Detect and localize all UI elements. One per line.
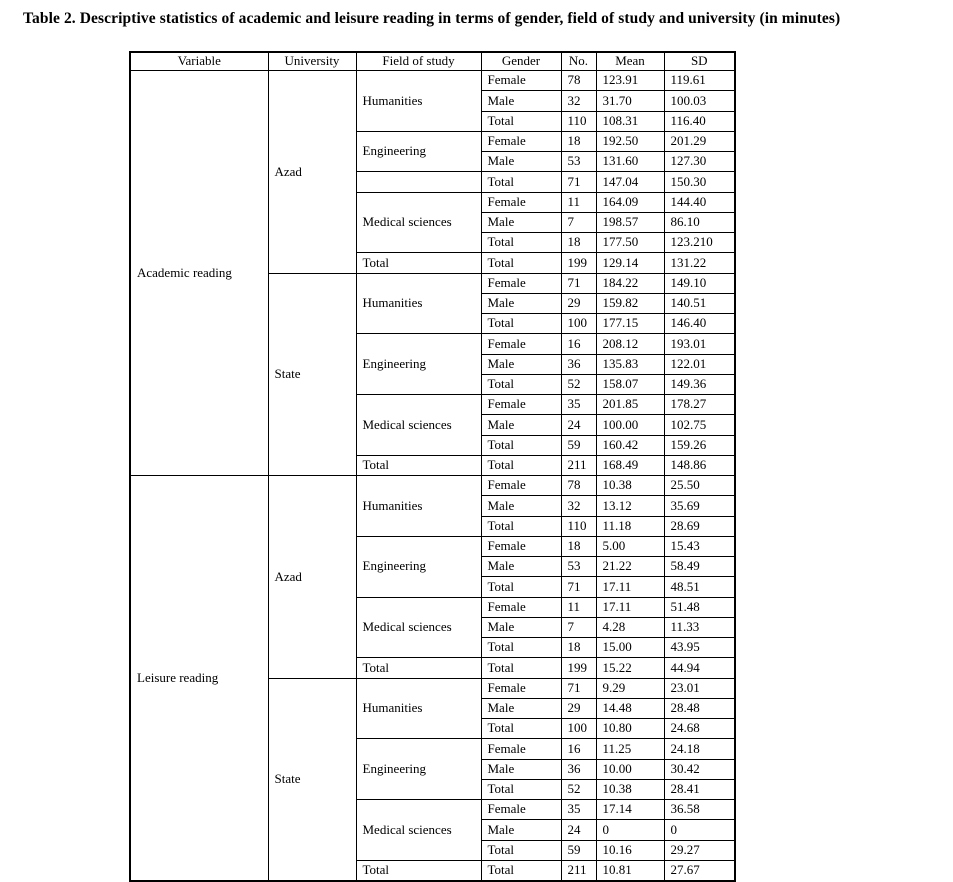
cell-sd: 131.22: [664, 253, 735, 273]
cell-sd: 146.40: [664, 314, 735, 334]
cell-no: 16: [561, 739, 596, 759]
cell-sd: 28.41: [664, 779, 735, 799]
cell-mean: 11.18: [596, 516, 664, 536]
header-mean: Mean: [596, 52, 664, 71]
cell-sd: 28.48: [664, 698, 735, 718]
descriptive-statistics-table: [129, 51, 736, 882]
cell-sd: 193.01: [664, 334, 735, 354]
cell-field: Medical sciences: [356, 800, 481, 861]
cell-mean: 198.57: [596, 212, 664, 232]
cell-mean: 123.91: [596, 71, 664, 91]
cell-no: 18: [561, 638, 596, 658]
cell-mean: 10.16: [596, 840, 664, 860]
cell-gender: Male: [481, 354, 561, 374]
cell-sd: 122.01: [664, 354, 735, 374]
cell-no: 110: [561, 111, 596, 131]
cell-sd: 102.75: [664, 415, 735, 435]
cell-field: Engineering: [356, 739, 481, 800]
cell-gender: Male: [481, 152, 561, 172]
cell-no: 11: [561, 597, 596, 617]
cell-no: 211: [561, 455, 596, 475]
cell-gender: Female: [481, 800, 561, 820]
cell-field: Engineering: [356, 131, 481, 172]
cell-mean: 168.49: [596, 455, 664, 475]
cell-mean: 184.22: [596, 273, 664, 293]
cell-sd: 43.95: [664, 638, 735, 658]
cell-mean: 4.28: [596, 617, 664, 637]
cell-gender: Total: [481, 658, 561, 678]
table-body: [130, 71, 735, 882]
cell-gender: Total: [481, 577, 561, 597]
cell-gender: Total: [481, 840, 561, 860]
cell-no: 59: [561, 840, 596, 860]
cell-sd: 116.40: [664, 111, 735, 131]
cell-field: Medical sciences: [356, 597, 481, 658]
cell-no: 53: [561, 152, 596, 172]
cell-mean: 160.42: [596, 435, 664, 455]
cell-gender: Total: [481, 374, 561, 394]
cell-mean: 192.50: [596, 131, 664, 151]
cell-mean: 17.14: [596, 800, 664, 820]
header-variable: Variable: [130, 52, 268, 71]
cell-sd: 24.68: [664, 719, 735, 739]
cell-sd: 58.49: [664, 557, 735, 577]
cell-mean: 135.83: [596, 354, 664, 374]
cell-field: Total: [356, 253, 481, 273]
cell-sd: 127.30: [664, 152, 735, 172]
cell-sd: 159.26: [664, 435, 735, 455]
cell-no: 24: [561, 820, 596, 840]
cell-sd: 149.10: [664, 273, 735, 293]
cell-mean: 10.80: [596, 719, 664, 739]
cell-gender: Male: [481, 212, 561, 232]
cell-no: 32: [561, 91, 596, 111]
cell-gender: Female: [481, 678, 561, 698]
cell-sd: 148.86: [664, 455, 735, 475]
cell-gender: Total: [481, 111, 561, 131]
cell-mean: 31.70: [596, 91, 664, 111]
header-no: No.: [561, 52, 596, 71]
cell-no: 29: [561, 698, 596, 718]
cell-sd: 35.69: [664, 496, 735, 516]
cell-mean: 15.00: [596, 638, 664, 658]
cell-mean: 177.50: [596, 233, 664, 253]
cell-sd: 36.58: [664, 800, 735, 820]
cell-sd: 44.94: [664, 658, 735, 678]
cell-gender: Total: [481, 455, 561, 475]
cell-no: 36: [561, 759, 596, 779]
cell-field: Total: [356, 860, 481, 881]
cell-no: 18: [561, 131, 596, 151]
cell-field: Humanities: [356, 273, 481, 334]
cell-no: 100: [561, 719, 596, 739]
cell-sd: 119.61: [664, 71, 735, 91]
cell-no: 29: [561, 293, 596, 313]
cell-field: Medical sciences: [356, 395, 481, 456]
cell-gender: Female: [481, 536, 561, 556]
cell-no: 78: [561, 476, 596, 496]
cell-no: 199: [561, 253, 596, 273]
cell-gender: Total: [481, 435, 561, 455]
cell-mean: 158.07: [596, 374, 664, 394]
cell-no: 16: [561, 334, 596, 354]
cell-mean: 177.15: [596, 314, 664, 334]
cell-gender: Male: [481, 617, 561, 637]
cell-mean: 100.00: [596, 415, 664, 435]
cell-no: 199: [561, 658, 596, 678]
cell-no: 18: [561, 233, 596, 253]
cell-mean: 17.11: [596, 597, 664, 617]
cell-mean: 0: [596, 820, 664, 840]
cell-gender: Female: [481, 739, 561, 759]
cell-var: Academic reading: [130, 71, 268, 476]
cell-gender: Female: [481, 131, 561, 151]
cell-mean: 10.38: [596, 779, 664, 799]
cell-no: 35: [561, 800, 596, 820]
cell-mean: 164.09: [596, 192, 664, 212]
cell-no: 52: [561, 374, 596, 394]
table-row: [130, 476, 735, 496]
cell-gender: Male: [481, 820, 561, 840]
cell-uni: State: [268, 273, 356, 476]
cell-field: Humanities: [356, 476, 481, 537]
cell-sd: 30.42: [664, 759, 735, 779]
cell-gender: Male: [481, 496, 561, 516]
cell-gender: Female: [481, 334, 561, 354]
cell-mean: 9.29: [596, 678, 664, 698]
cell-field: Humanities: [356, 678, 481, 739]
cell-sd: 100.03: [664, 91, 735, 111]
cell-sd: 149.36: [664, 374, 735, 394]
cell-gender: Female: [481, 273, 561, 293]
cell-no: 32: [561, 496, 596, 516]
cell-mean: 208.12: [596, 334, 664, 354]
cell-sd: 150.30: [664, 172, 735, 192]
cell-sd: 144.40: [664, 192, 735, 212]
cell-gender: Male: [481, 557, 561, 577]
cell-no: 7: [561, 617, 596, 637]
cell-field: Engineering: [356, 334, 481, 395]
header-row: [130, 52, 735, 71]
cell-mean: 17.11: [596, 577, 664, 597]
cell-mean: 10.38: [596, 476, 664, 496]
cell-mean: 5.00: [596, 536, 664, 556]
cell-no: 36: [561, 354, 596, 374]
cell-gender: Total: [481, 638, 561, 658]
header-university: University: [268, 52, 356, 71]
cell-no: 71: [561, 678, 596, 698]
cell-mean: 10.81: [596, 860, 664, 881]
cell-sd: 123.210: [664, 233, 735, 253]
cell-sd: 24.18: [664, 739, 735, 759]
cell-mean: 14.48: [596, 698, 664, 718]
cell-gender: Female: [481, 395, 561, 415]
header-field-of-study: Field of study: [356, 52, 481, 71]
cell-sd: 0: [664, 820, 735, 840]
table-row: [130, 71, 735, 91]
cell-uni: Azad: [268, 71, 356, 274]
cell-mean: 21.22: [596, 557, 664, 577]
cell-mean: 147.04: [596, 172, 664, 192]
cell-mean: 108.31: [596, 111, 664, 131]
cell-sd: 15.43: [664, 536, 735, 556]
cell-no: 24: [561, 415, 596, 435]
cell-mean: 13.12: [596, 496, 664, 516]
header-sd: SD: [664, 52, 735, 71]
cell-sd: 86.10: [664, 212, 735, 232]
cell-sd: 27.67: [664, 860, 735, 881]
cell-no: 100: [561, 314, 596, 334]
cell-no: 78: [561, 71, 596, 91]
cell-var: Leisure reading: [130, 476, 268, 882]
cell-mean: 10.00: [596, 759, 664, 779]
cell-gender: Total: [481, 233, 561, 253]
cell-field: Medical sciences: [356, 192, 481, 253]
cell-gender: Female: [481, 476, 561, 496]
cell-sd: 140.51: [664, 293, 735, 313]
cell-no: 211: [561, 860, 596, 881]
cell-no: 18: [561, 536, 596, 556]
cell-gender: Female: [481, 192, 561, 212]
cell-no: 71: [561, 273, 596, 293]
cell-sd: 25.50: [664, 476, 735, 496]
cell-mean: 201.85: [596, 395, 664, 415]
cell-field: [356, 172, 481, 192]
cell-sd: 28.69: [664, 516, 735, 536]
cell-sd: 11.33: [664, 617, 735, 637]
cell-no: 53: [561, 557, 596, 577]
cell-gender: Male: [481, 293, 561, 313]
cell-gender: Male: [481, 698, 561, 718]
cell-no: 11: [561, 192, 596, 212]
cell-gender: Female: [481, 71, 561, 91]
cell-gender: Total: [481, 719, 561, 739]
cell-gender: Male: [481, 91, 561, 111]
cell-uni: Azad: [268, 476, 356, 679]
cell-sd: 178.27: [664, 395, 735, 415]
cell-mean: 129.14: [596, 253, 664, 273]
cell-no: 71: [561, 172, 596, 192]
cell-sd: 201.29: [664, 131, 735, 151]
cell-no: 59: [561, 435, 596, 455]
cell-mean: 11.25: [596, 739, 664, 759]
header-gender: Gender: [481, 52, 561, 71]
cell-no: 35: [561, 395, 596, 415]
cell-field: Humanities: [356, 71, 481, 132]
cell-mean: 159.82: [596, 293, 664, 313]
cell-gender: Total: [481, 253, 561, 273]
cell-gender: Male: [481, 759, 561, 779]
cell-uni: State: [268, 678, 356, 881]
cell-gender: Total: [481, 860, 561, 881]
cell-gender: Total: [481, 516, 561, 536]
cell-field: Engineering: [356, 536, 481, 597]
cell-gender: Total: [481, 172, 561, 192]
cell-no: 52: [561, 779, 596, 799]
cell-sd: 48.51: [664, 577, 735, 597]
table-caption: Table 2. Descriptive statistics of academic and leisure reading in terms of gender, field of study and university (in minutes): [23, 10, 841, 27]
cell-mean: 131.60: [596, 152, 664, 172]
cell-sd: 29.27: [664, 840, 735, 860]
cell-no: 7: [561, 212, 596, 232]
cell-no: 71: [561, 577, 596, 597]
cell-gender: Male: [481, 415, 561, 435]
cell-mean: 15.22: [596, 658, 664, 678]
cell-field: Total: [356, 658, 481, 678]
cell-no: 110: [561, 516, 596, 536]
cell-sd: 23.01: [664, 678, 735, 698]
cell-field: Total: [356, 455, 481, 475]
cell-gender: Total: [481, 779, 561, 799]
cell-gender: Female: [481, 597, 561, 617]
cell-sd: 51.48: [664, 597, 735, 617]
cell-gender: Total: [481, 314, 561, 334]
